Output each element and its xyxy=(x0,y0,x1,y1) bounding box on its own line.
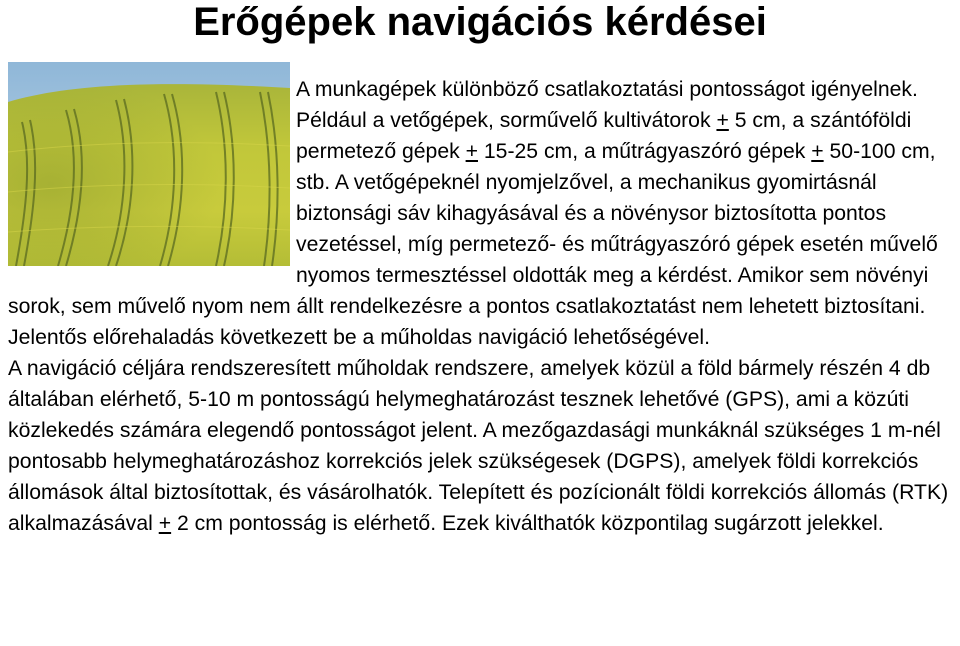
paragraph-2-text-2: 2 cm pontosság is elérhető. Ezek kiválthatók központilag sugárzott jelekkel. xyxy=(171,512,884,535)
paragraph-1-text-1: A munkagépek különböző csatlakoztatási pontosságot igényelnek. Például a vetőgépek, sorművelő kultivátorok xyxy=(296,78,918,132)
paragraph-1-text-4: 50-100 cm, stb. A vetőgépeknél nyomjelzővel, a mechanikus gyomirtásnál biztonsági sáv kihagyásával és a növénysor biztosította pontos vezetéssel, míg permetező- és műtrágyaszóró gépek esetén művelő nyomos termesztéssel oldották meg a kérdést. Amikor sem növényi sorok, sem művelő nyom nem állt rendelkezésre a pontos csatlakoztatást nem lehetett biztosítani. Jelentős előrehaladás következett be a műholdas navigáció lehetőségével. xyxy=(8,140,938,349)
plus-minus-symbol: + xyxy=(811,140,824,163)
paragraph-1-text-2: 5 cm, a szántóföldi permetező gépek xyxy=(296,109,912,163)
plus-minus-symbol: + xyxy=(465,140,478,163)
paragraph-1-text-3: 15-25 cm, a műtrágyaszóró gépek xyxy=(477,140,812,163)
paragraph-2-text-1: A navigáció céljára rendszeresített műholdak rendszere, amelyek közül a föld bármely részén 4 db általában elérhető, 5-10 m pontosságú helymeghatározást tesznek lehetővé (GPS), ami a közúti közlekedés számára elegendő pontosságot jelent. A mezőgazdasági munkáknál szükséges 1 m-nél pontosabb helymeghatározáshoz korrekciós jelek szükségesek (DGPS), amelyek földi korrekciós állomások által biztosítottak, és vásárolhatók. Telepített és pozícionált földi korrekciós állomás (RTK) alkalmazásával xyxy=(8,357,949,535)
body-text xyxy=(8,74,960,539)
plus-minus-symbol: + xyxy=(716,109,729,132)
photo-wrap-spacer xyxy=(0,74,296,272)
page-title: Erőgépek navigációs kérdései xyxy=(193,0,767,44)
plus-minus-symbol: + xyxy=(158,512,172,535)
paragraph-2 xyxy=(8,353,960,539)
